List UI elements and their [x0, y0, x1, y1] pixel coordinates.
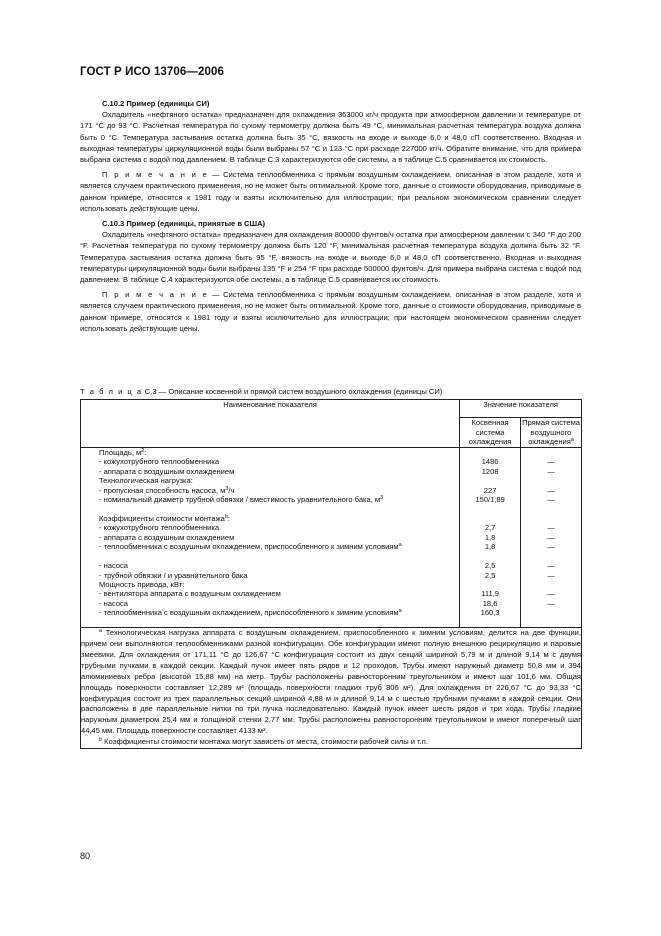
row-label — [81, 561, 459, 570]
indirect-value: 2,5 — [484, 561, 496, 571]
row-label-text: Коэффициенты стоимости монтажа — [99, 513, 225, 523]
indirect-value — [460, 580, 520, 589]
direct-value: — — [547, 494, 555, 504]
indirect-value — [460, 448, 520, 457]
row-label-text: - насоса — [99, 598, 129, 608]
footnote-b-text: Коэффициенты стоимости монтажа могут зависеть от места, стоимости рабочей силы и т.п. — [104, 737, 428, 747]
row-label — [81, 542, 459, 561]
indirect-value: 160,3 — [480, 608, 500, 618]
direct-value: — — [547, 466, 555, 476]
row-label-text: Мощность привода, кВт: — [99, 579, 185, 589]
indirect-value: 2,5 — [484, 570, 496, 580]
indirect-value: 111,9 — [481, 589, 499, 599]
row-label-text: - теплообменника с воздушным охлаждением, приспособленного к зимним условиям — [99, 608, 399, 618]
row-label — [81, 457, 459, 466]
indirect-values-cell — [460, 447, 521, 627]
table-caption-text: С.3 — Описание косвенной и прямой систем воздушного охлаждения (единицы СИ) — [142, 387, 443, 396]
row-label-tail: /ч — [228, 485, 235, 495]
row-label-sup: b — [224, 513, 228, 520]
row-label-tail: : — [144, 447, 147, 457]
indirect-value: 1,8 — [484, 532, 496, 542]
row-label — [81, 476, 459, 485]
footnote-ref: a — [570, 437, 574, 444]
row-label-text: - теплообменника с воздушным охлаждением, приспособленного к зимним условиям — [99, 542, 399, 552]
row-label-sup: 2 — [141, 447, 145, 454]
footnote-b — [81, 737, 581, 748]
row-label-tail: : — [227, 513, 230, 523]
direct-value: — — [547, 523, 555, 533]
column-header-indirect: Косвенная система охлаждения — [460, 418, 521, 448]
direct-value — [521, 608, 581, 627]
row-label — [81, 448, 459, 457]
data-table — [80, 399, 582, 749]
row-label-text: - трубной обвязки / и уравнительного бака — [99, 570, 248, 580]
column-header-group: Значение показателя — [460, 400, 582, 418]
row-label-text: - аппарата с воздушным охлаждением — [99, 466, 235, 476]
note-label: П р и м е ч а н и е — [102, 170, 209, 180]
direct-value — [521, 448, 581, 457]
direct-value: — — [547, 570, 555, 580]
paragraph-c102: Охладитель «нефтяного остатка» предназначен для охлаждения 363000 кг/ч продукта при атмосферном давлении и температуре от 171 °С до 93 °С. Расчетная температура по сухому термометру должна быть 49 °С, минимальная расчетная температура воздуха должна быть 0 °С. Температура застывания остатка должна быть 35 °С, вязкость на входе и выходе 6,0 и 48,0 сП соответственно. Входная и выходная температуры циркуляционной воды были выбраны 57 °С и 123 °С при расходе 227000 кг/ч. Обратите внимание, что для примера выбрана система с водой под давлением. В таблице С.3 характеризуются обе системы, а в таблице С.5 сравнивается их стоимость. — [80, 110, 581, 165]
row-label-sup: a — [398, 542, 402, 549]
row-label-text: - пропускная способность насоса, м — [99, 485, 226, 495]
row-label-text: - насоса — [99, 561, 129, 571]
row-label-sup: 3 — [380, 494, 384, 501]
direct-value: — — [547, 598, 555, 608]
note-text: — Система теплообменника с прямым воздушным охлаждением, описанная в этом разделе, хотя и является случаем практического применения, но не может быть оптимальной. Кроме того, данные о стоимости оборудования, приводимые в данном примере, относятся к 1981 году и взяты исключительно для иллюстрации; при реальном экономическом сравнении следует использовать действующие цены. — [80, 170, 581, 213]
note-label: П р и м е ч а н и е — [102, 290, 209, 300]
indirect-value: 1486 — [481, 457, 499, 467]
row-label — [81, 495, 459, 514]
section-heading-c103: С.10.3 Пример (единицы, принятые в США) — [102, 219, 266, 229]
row-label-sup: 3 — [225, 485, 229, 492]
indirect-value — [460, 476, 520, 485]
row-label — [81, 467, 459, 476]
row-labels-cell — [81, 447, 460, 627]
column-header-direct — [521, 418, 582, 448]
row-label — [81, 523, 459, 532]
footnote-mark: b — [99, 737, 103, 744]
note-c102 — [80, 169, 581, 214]
direct-value: — — [547, 542, 555, 552]
body-text — [80, 98, 581, 334]
row-label-text: Технологическая нагрузка: — [99, 476, 193, 486]
row-label-text: - кожухотрубного теплообменника — [99, 523, 220, 533]
note-text: — Система теплообменника с прямым воздушным охлаждением, описанная в этом разделе, хотя и является случаем практического применения, но не может быть оптимальной. Кроме того, данные о стоимости оборудования, приводимые в данном примере, относятся к 1981 году и взяты исключительно для иллюстрации; при настоящем экономическом сравнении следует использовать действующие цены. — [80, 290, 581, 333]
indirect-value: 18,6 — [482, 598, 498, 608]
row-label-sup: a — [398, 608, 402, 615]
note-c103 — [80, 289, 581, 334]
row-label — [81, 514, 459, 523]
row-label-text: - номинальный диаметр трубной обвязки / вместимость уравнительного бака, м — [99, 494, 381, 504]
direct-value: — — [547, 589, 555, 599]
section-heading-c102: С.10.2 Пример (единицы СИ) — [102, 99, 210, 108]
direct-value — [521, 580, 581, 589]
indirect-value: 1,8 — [484, 542, 496, 552]
paragraph-c103: Охладитель «нефтяного остатка» предназначен для охлаждения 800000 фунтов/ч остатка при атмосферном давлении с 340 °F до 200 °F. Расчетная температура по сухому термометру должна быть 120 °F, минимальная расчетная температура воздуха должна быть 32 °F. Температура застывания остатка должна быть 95 °F, вязкость на входе и выходе 6,0 и 48,0 сП соответственно. Входная и выходная температуры циркуляционной воды были выбраны 135 °F и 254 °F при расходе 500000 фунтов/ч. Для примера выбрана система с водой под давлением. В таблице С.4 характеризуются обе системы, а в таблице С.5 сравнивается их стоимость. — [80, 230, 581, 285]
direct-value — [521, 514, 581, 523]
direct-values-cell — [521, 447, 582, 627]
footnote-a-text: Технологическая нагрузка аппарата с воздушным охлаждением, приспособленного к зимним условиям, делится на две функции, причем они выполняются теплообменниками разной конфигурации. Обе конфигурации имеют полную внешнюю рециркуляцию и паровые змеевики. Для охлаждения от 171,11 °С до 126,67 °С конфигурация состоит из двух секций шириной 5,79 м и длиной 9,14 м с двумя трубными пучками в каждой секции. Каждый пучок имеет пять рядов и 12 проходов. Трубы имеют наружный диаметр 50,8 мм и 394 алюминиевых ребра (высотой 15,88 мм) на метр. Трубы расположены равносторонним треугольником и имеют шаг 101,6 мм. Общая площадь поверхности составляет 12,289 м² (площадь поверхности гладких труб 806 м²). Для охлаждения от 226,67 °С до 93,33 °С конфигурация состоит из трех параллельных секций шириной 4,88 м и длиной 9,14 м с шестью трубными пучками в каждой секции. Они расположены в две параллельные нитки по три пучка последовательно. Каждый пучок имеет шесть рядов и три хода. Трубы гладкие наружным диаметром 25,4 мм и толщиной стенки 2,77 мм. Трубы расположены равносторонним треугольником и имеют поперечный шаг 44,45 мм. Площадь поверхности составляет 4133 м². — [81, 628, 581, 736]
column-header-name: Наименование показателя — [81, 400, 460, 448]
column-header-direct-text: Прямая система воздушного охлаждения — [522, 418, 580, 447]
row-label — [81, 533, 459, 542]
footnote-mark: a — [99, 628, 103, 635]
row-label-text: - вентилятора аппарата с воздушным охлаждением — [99, 589, 281, 599]
row-label — [81, 571, 459, 580]
row-label-text: - аппарата с воздушным охлаждением — [99, 532, 235, 542]
direct-value: — — [547, 532, 555, 542]
row-label — [81, 486, 459, 495]
indirect-value — [460, 514, 520, 523]
indirect-value: 1208 — [481, 466, 499, 476]
row-label — [81, 589, 459, 598]
direct-value — [521, 476, 581, 485]
indirect-value: 2,7 — [484, 523, 496, 533]
direct-value: — — [547, 485, 555, 495]
table-caption-label: Т а б л и ц а — [80, 387, 143, 396]
row-label-text: - кожухотрубного теплообменника — [99, 457, 220, 467]
direct-value: — — [547, 561, 555, 571]
indirect-value: 150/1,89 — [475, 494, 505, 504]
indirect-value: 227 — [483, 485, 497, 495]
row-label-text: Площадь, м — [99, 447, 142, 457]
footnote-a — [81, 628, 581, 737]
direct-value: — — [547, 457, 555, 467]
document-header: ГОСТ Р ИСО 13706—2006 — [80, 66, 225, 78]
table-footnotes — [81, 628, 582, 749]
row-label — [81, 608, 459, 627]
row-label — [81, 599, 459, 608]
row-label — [81, 580, 459, 589]
table-caption — [80, 386, 581, 397]
page-number: 80 — [80, 851, 91, 861]
